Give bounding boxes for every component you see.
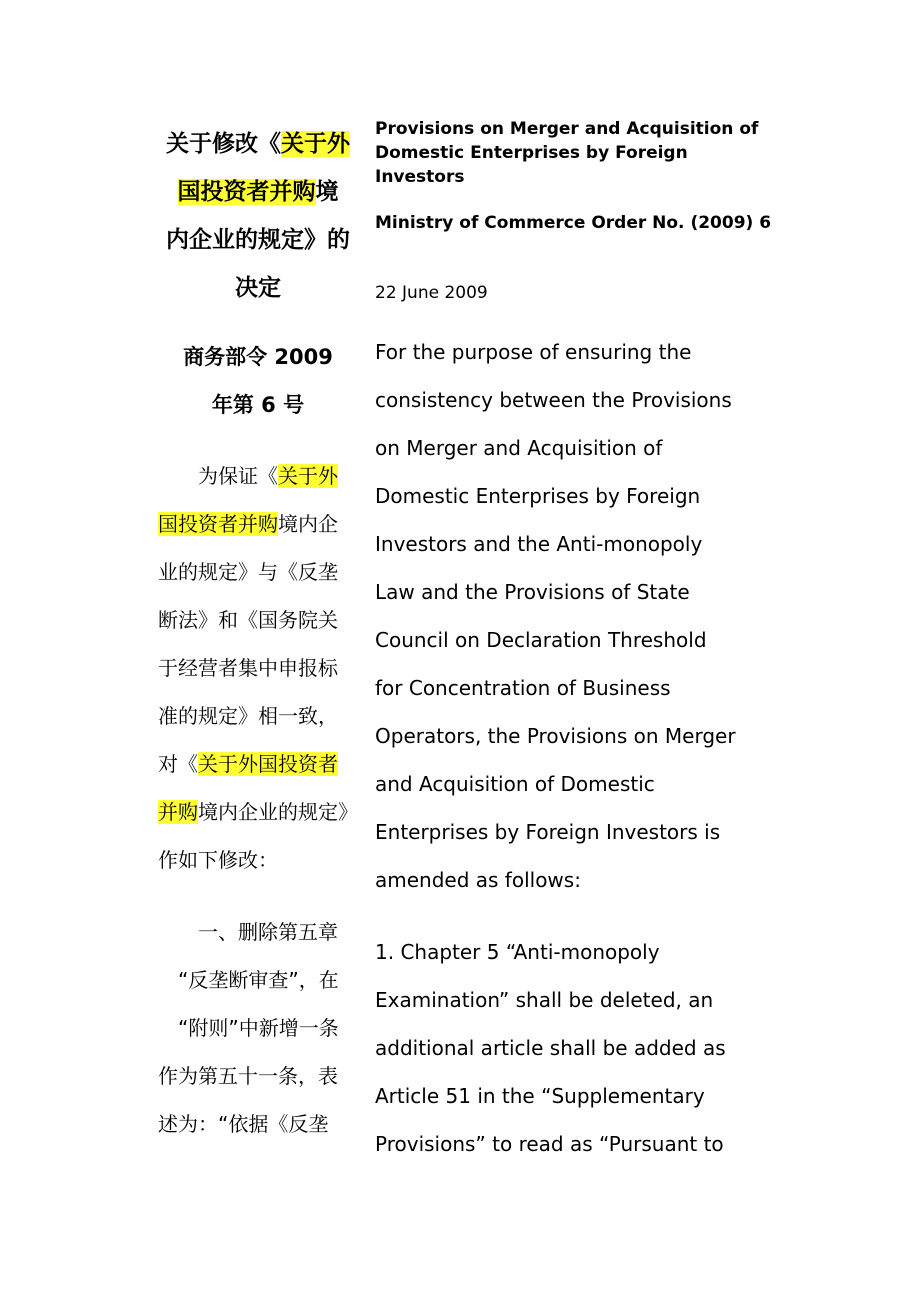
english-date: 22 June 2009: [375, 283, 488, 303]
chinese-article-line: 一、删除第五章: [158, 920, 338, 944]
chinese-article-1: [158, 908, 358, 1148]
text-segment: 境内企业的规定》: [198, 800, 358, 824]
english-article-line: Provisions” to read as “Pursuant to: [375, 1132, 724, 1156]
chinese-title-line: [158, 120, 358, 168]
chinese-title-line: [158, 264, 358, 312]
english-preamble-line: Law and the Provisions of State: [375, 580, 690, 604]
chinese-preamble-line: [158, 596, 358, 644]
chinese-article-line: “反垄断审查”，在: [158, 968, 339, 992]
text-segment: 业的规定》与《反垄: [158, 560, 338, 584]
english-preamble-line: for Concentration of Business: [375, 676, 671, 700]
chinese-preamble-line: [158, 452, 358, 500]
english-preamble-line: on Merger and Acquisition of: [375, 436, 663, 460]
chinese-order-line: 年第 6 号: [211, 393, 305, 417]
english-article-line: additional article shall be added as: [375, 1036, 726, 1060]
english-preamble-line: For the purpose of ensuring the: [375, 340, 692, 364]
english-preamble-line: consistency between the Provisions: [375, 388, 732, 412]
chinese-article-line: 述为：“依据《反垄: [158, 1112, 329, 1136]
english-preamble: [375, 328, 775, 904]
english-preamble-line: amended as follows:: [375, 868, 581, 892]
english-article-1: [375, 928, 775, 1168]
english-preamble-line: Enterprises by Foreign Investors is: [375, 820, 721, 844]
english-title: Provisions on Merger and Acquisition of Domestic Enterprises by Foreign Investors: [375, 119, 759, 187]
highlighted-text: 并购: [158, 800, 198, 824]
chinese-title: [158, 120, 358, 312]
english-preamble-line: Operators, the Provisions on Merger: [375, 724, 736, 748]
highlighted-text: 国投资者并购: [177, 179, 316, 205]
english-preamble-line: Domestic Enterprises by Foreign: [375, 484, 701, 508]
chinese-article-line: “附则”中新增一条: [158, 1016, 339, 1040]
highlighted-text: 关于外: [281, 131, 350, 157]
text-segment: 为保证《: [158, 464, 278, 488]
highlighted-text: 关于外国投资者: [198, 752, 338, 776]
chinese-preamble-line: [158, 500, 358, 548]
text-segment: 断法》和《国务院关: [158, 608, 338, 632]
highlighted-text: 关于外: [278, 464, 338, 488]
text-segment: 决定: [235, 275, 281, 301]
text-segment: 境: [315, 179, 339, 205]
chinese-preamble-line: [158, 692, 358, 740]
chinese-preamble-line: [158, 548, 358, 596]
english-article-line: 1. Chapter 5 “Anti-monopoly: [375, 940, 660, 964]
english-preamble-line: Council on Declaration Threshold: [375, 628, 707, 652]
chinese-article-line: 作为第五十一条，表: [158, 1064, 338, 1088]
english-article-line: Article 51 in the “Supplementary: [375, 1084, 705, 1108]
text-segment: 境内企: [278, 512, 338, 536]
english-preamble-line: and Acquisition of Domestic: [375, 772, 655, 796]
english-order-number: Ministry of Commerce Order No. (2009) 6: [375, 213, 772, 233]
chinese-title-line: [158, 216, 358, 264]
text-segment: 关于修改《: [166, 131, 281, 157]
text-segment: 准的规定》相一致，: [158, 704, 338, 728]
chinese-preamble: [158, 452, 358, 884]
highlighted-text: 国投资者并购: [158, 512, 278, 536]
chinese-preamble-line: [158, 644, 358, 692]
chinese-title-line: [158, 168, 358, 216]
text-segment: 内企业的规定》的: [166, 227, 350, 253]
english-preamble-line: Investors and the Anti-monopoly: [375, 532, 703, 556]
chinese-preamble-line: [158, 740, 358, 788]
text-segment: 作如下修改：: [158, 848, 278, 872]
english-article-line: Examination” shall be deleted, an: [375, 988, 714, 1012]
chinese-preamble-line: [158, 836, 358, 884]
text-segment: 于经营者集中申报标: [158, 656, 338, 680]
chinese-order-number: [158, 333, 358, 429]
text-segment: 对《: [158, 752, 198, 776]
chinese-order-line: 商务部令 2009: [183, 345, 333, 369]
chinese-preamble-line: [158, 788, 358, 836]
